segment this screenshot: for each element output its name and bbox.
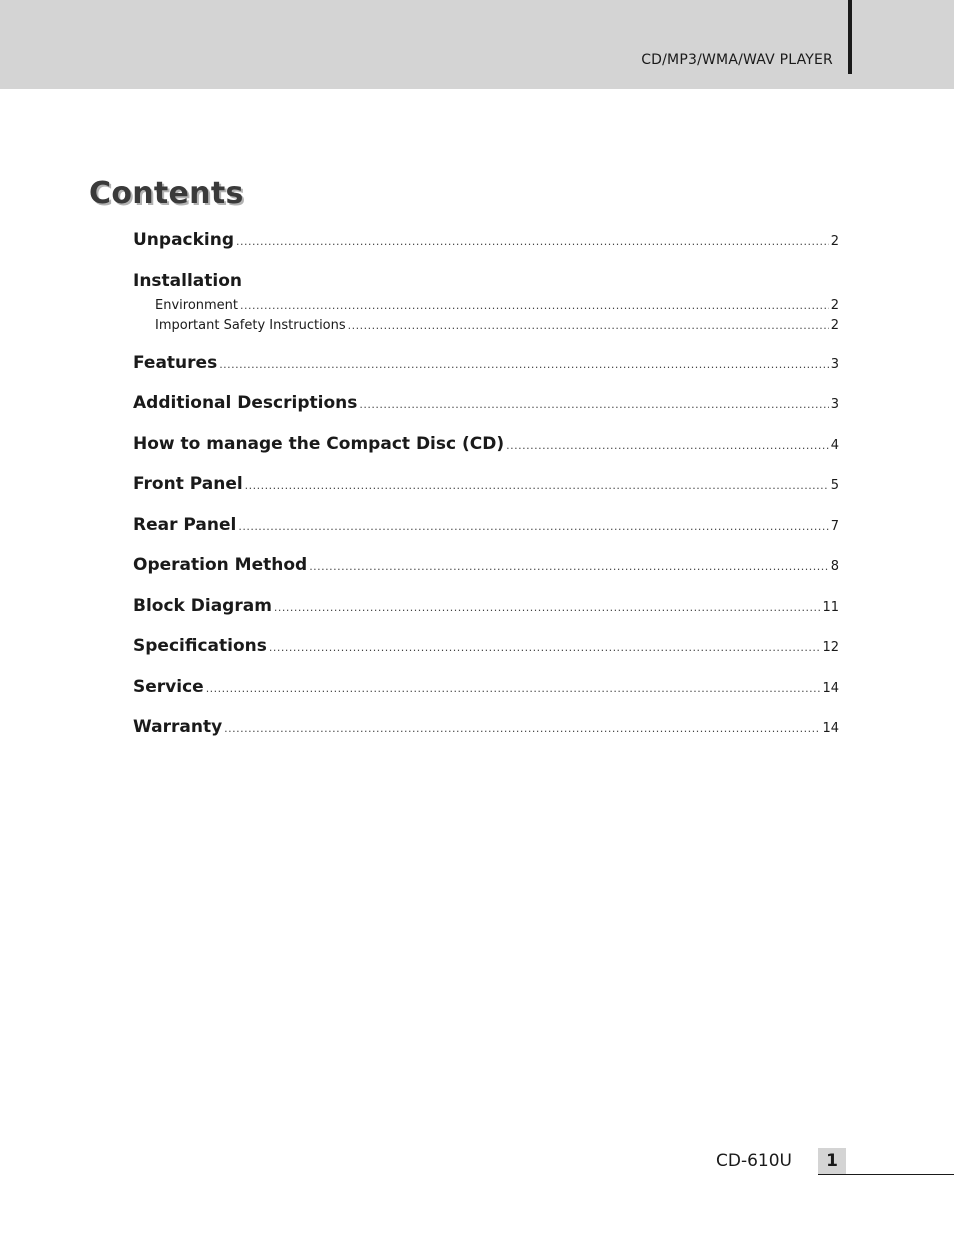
model-number: CD-610U	[716, 1151, 792, 1171]
toc-subentry-title: Important Safety Instructions	[155, 317, 346, 333]
toc-entry-page: 8	[830, 559, 839, 574]
dot-leader	[206, 682, 821, 695]
toc-subentry-page: 2	[830, 297, 839, 313]
table-of-contents	[133, 230, 839, 758]
toc-entry-unpacking[interactable]	[133, 230, 839, 271]
toc-entry-title: Features	[133, 352, 218, 373]
toc-entry-page: 3	[830, 397, 839, 412]
toc-entry-page: 7	[830, 518, 839, 534]
toc-subentry-safety-instructions[interactable]	[133, 318, 839, 338]
toc-entry-operation-method[interactable]	[133, 555, 839, 596]
toc-entry-front-panel[interactable]	[133, 474, 839, 515]
toc-entry-block-diagram[interactable]	[133, 596, 839, 637]
toc-entry-rear-panel[interactable]	[133, 515, 839, 556]
toc-entry-page: 12	[822, 640, 839, 655]
toc-entry-additional-descriptions[interactable]	[133, 393, 839, 434]
toc-entry-specifications[interactable]	[133, 636, 839, 677]
toc-entry-page: 3	[830, 356, 839, 372]
toc-entry-title: How to manage the Compact Disc (CD)	[133, 433, 505, 454]
toc-entry-warranty[interactable]	[133, 717, 839, 758]
dot-leader	[245, 479, 829, 492]
dot-leader	[236, 235, 829, 248]
toc-subentry-title: Environment	[155, 297, 239, 313]
dot-leader	[359, 398, 828, 411]
dot-leader	[224, 722, 820, 735]
dot-leader	[238, 520, 828, 533]
dot-leader	[309, 560, 829, 573]
toc-entry-title: Warranty	[133, 717, 223, 737]
toc-entry-page: 11	[822, 599, 839, 615]
toc-entry-service[interactable]	[133, 677, 839, 718]
toc-entry-title: Operation Method	[133, 555, 308, 575]
product-type-label: CD/MP3/WMA/WAV PLAYER	[641, 52, 833, 68]
toc-entry-page: 5	[830, 478, 839, 493]
dot-leader	[506, 439, 829, 452]
page-title: Contents	[89, 176, 244, 211]
dot-leader	[274, 601, 821, 614]
toc-entry-page: 4	[830, 437, 839, 453]
toc-entry-features[interactable]	[133, 353, 839, 394]
header-band	[0, 0, 954, 89]
toc-subentry-page: 2	[830, 317, 839, 333]
toc-entry-page: 14	[822, 680, 839, 696]
toc-entry-installation[interactable]	[133, 271, 839, 353]
header-divider	[848, 0, 852, 74]
toc-entry-page: 2	[830, 234, 839, 249]
toc-entry-title: Service	[133, 676, 204, 697]
toc-entry-title: Unpacking	[133, 230, 235, 250]
toc-entry-title: Front Panel	[133, 474, 243, 494]
dot-leader	[219, 358, 829, 371]
dot-leader	[240, 299, 829, 312]
toc-entry-compact-disc[interactable]	[133, 434, 839, 475]
toc-entry-title: Specifications	[133, 636, 267, 656]
dot-leader	[269, 641, 821, 654]
toc-entry-page: 14	[822, 721, 839, 736]
toc-entry-title: Installation	[133, 270, 243, 291]
toc-subentry-environment[interactable]	[133, 298, 839, 318]
toc-entry-title: Block Diagram	[133, 595, 272, 616]
page-number: 1	[818, 1148, 846, 1174]
toc-entry-title: Additional Descriptions	[133, 393, 358, 413]
toc-entry-title: Rear Panel	[133, 514, 237, 535]
footer-divider	[818, 1174, 954, 1175]
dot-leader	[348, 319, 829, 332]
